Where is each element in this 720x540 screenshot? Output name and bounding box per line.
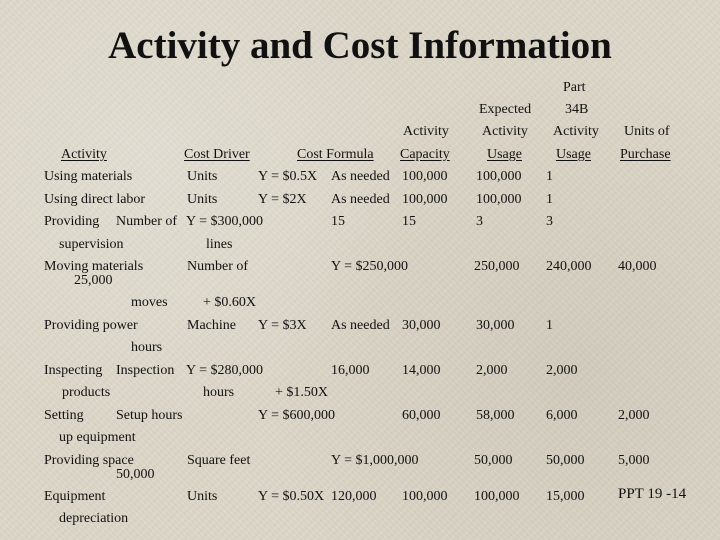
r1-activity: Using materials	[44, 169, 133, 184]
r2-driver: Units	[187, 192, 218, 207]
r5-capacity: 30,000	[402, 318, 441, 333]
r9-usage: 100,000	[474, 489, 520, 504]
header-activity: Activity	[61, 147, 107, 162]
r4-activity: Moving materials	[44, 259, 144, 274]
header-activity-capacity-line1: Activity	[403, 124, 449, 139]
r4-units-purchase: 40,000	[618, 259, 657, 274]
r3-driver-b: lines	[206, 237, 233, 252]
header-units-of: Units of	[624, 124, 670, 139]
r3-capacity-formula: 15	[331, 214, 345, 229]
r8-part: 50,000	[546, 453, 585, 468]
r1-formula: Y = $0.5X	[258, 169, 318, 184]
header-activity-usage-line1: Activity	[482, 124, 528, 139]
r2-capacity: 100,000	[402, 192, 448, 207]
r8-driver: Square feet	[187, 453, 251, 468]
r5-capacity-formula: As needed	[331, 318, 390, 333]
r3-capacity: 15	[402, 214, 416, 229]
r6-capacity: 14,000	[402, 363, 441, 378]
r4-usage: 250,000	[474, 259, 520, 274]
r1-part: 1	[546, 169, 553, 184]
r9-activity-cont: depreciation	[59, 511, 129, 526]
r4-capacity-formula: Y = $250,000	[331, 259, 408, 274]
r5-activity-cont: hours	[131, 340, 163, 355]
r3-activity: Providing	[44, 214, 100, 229]
r3-part: 3	[546, 214, 553, 229]
r8-capacity-formula: Y = $1,000,000	[331, 453, 419, 468]
r6-formula-b: + $1.50X	[275, 385, 329, 400]
r9-part: 15,000	[546, 489, 585, 504]
r1-capacity-formula: As needed	[331, 169, 390, 184]
r4-driver: Number of	[187, 259, 249, 274]
r9-capacity: 100,000	[402, 489, 448, 504]
r5-activity: Providing power	[44, 318, 138, 333]
header-part: Part	[563, 80, 586, 95]
r3-driver-a: Number of	[116, 214, 178, 229]
r4-part: 240,000	[546, 259, 592, 274]
r2-capacity-formula: As needed	[331, 192, 390, 207]
slide-number: PPT 19 -14	[618, 486, 687, 502]
r5-part: 1	[546, 318, 553, 333]
r6-formula: Y = $280,000	[186, 363, 263, 378]
r9-formula: Y = $0.50X	[258, 489, 325, 504]
slide-title: Activity and Cost Information	[108, 24, 612, 67]
r3-formula: Y = $300,000	[186, 214, 263, 229]
r7-driver: Setup hours	[116, 408, 183, 423]
r6-driver-b: hours	[203, 385, 235, 400]
r8-activity: Providing space	[44, 453, 134, 468]
header-part-usage: Usage	[556, 147, 591, 162]
r8-units-purchase: 5,000	[618, 453, 650, 468]
r7-capacity: 60,000	[402, 408, 441, 423]
r8-usage: 50,000	[474, 453, 513, 468]
r8-capacity-extra: 50,000	[116, 467, 155, 482]
r3-activity-cont: supervision	[59, 237, 124, 252]
r7-activity-cont: up equipment	[59, 430, 136, 445]
r2-activity: Using direct labor	[44, 192, 146, 207]
r9-driver: Units	[187, 489, 218, 504]
r9-capacity-formula: 120,000	[331, 489, 377, 504]
header-part-activity-line1: Activity	[553, 124, 599, 139]
header-capacity: Capacity	[400, 147, 450, 162]
r4-capacity-extra: 25,000	[74, 273, 113, 288]
r4-activity-cont: moves	[131, 295, 168, 310]
r6-part: 2,000	[546, 363, 578, 378]
header-purchase: Purchase	[620, 147, 671, 162]
r9-activity: Equipment	[44, 489, 106, 504]
r6-activity-cont: products	[62, 385, 111, 400]
header-cost-driver: Cost Driver	[184, 147, 250, 162]
header-part-code: 34B	[565, 102, 589, 117]
r5-driver: Machine	[187, 318, 236, 333]
r7-units-purchase: 2,000	[618, 408, 650, 423]
header-expected: Expected	[479, 102, 532, 117]
r7-usage: 58,000	[476, 408, 515, 423]
r1-usage: 100,000	[476, 169, 522, 184]
r4-formula-b: + $0.60X	[203, 295, 257, 310]
r6-driver: Inspection	[116, 363, 175, 378]
r2-usage: 100,000	[476, 192, 522, 207]
r3-usage: 3	[476, 214, 483, 229]
r5-formula: Y = $3X	[258, 318, 307, 333]
r2-part: 1	[546, 192, 553, 207]
header-usage: Usage	[487, 147, 522, 162]
header-cost-formula: Cost Formula	[297, 147, 374, 162]
r5-usage: 30,000	[476, 318, 515, 333]
r7-activity: Setting	[44, 408, 84, 423]
r6-capacity-formula: 16,000	[331, 363, 370, 378]
r6-activity: Inspecting	[44, 363, 103, 378]
r1-capacity: 100,000	[402, 169, 448, 184]
r1-driver: Units	[187, 169, 218, 184]
r6-usage: 2,000	[476, 363, 508, 378]
r7-part: 6,000	[546, 408, 578, 423]
r7-formula: Y = $600,000	[258, 408, 335, 423]
r2-formula: Y = $2X	[258, 192, 307, 207]
